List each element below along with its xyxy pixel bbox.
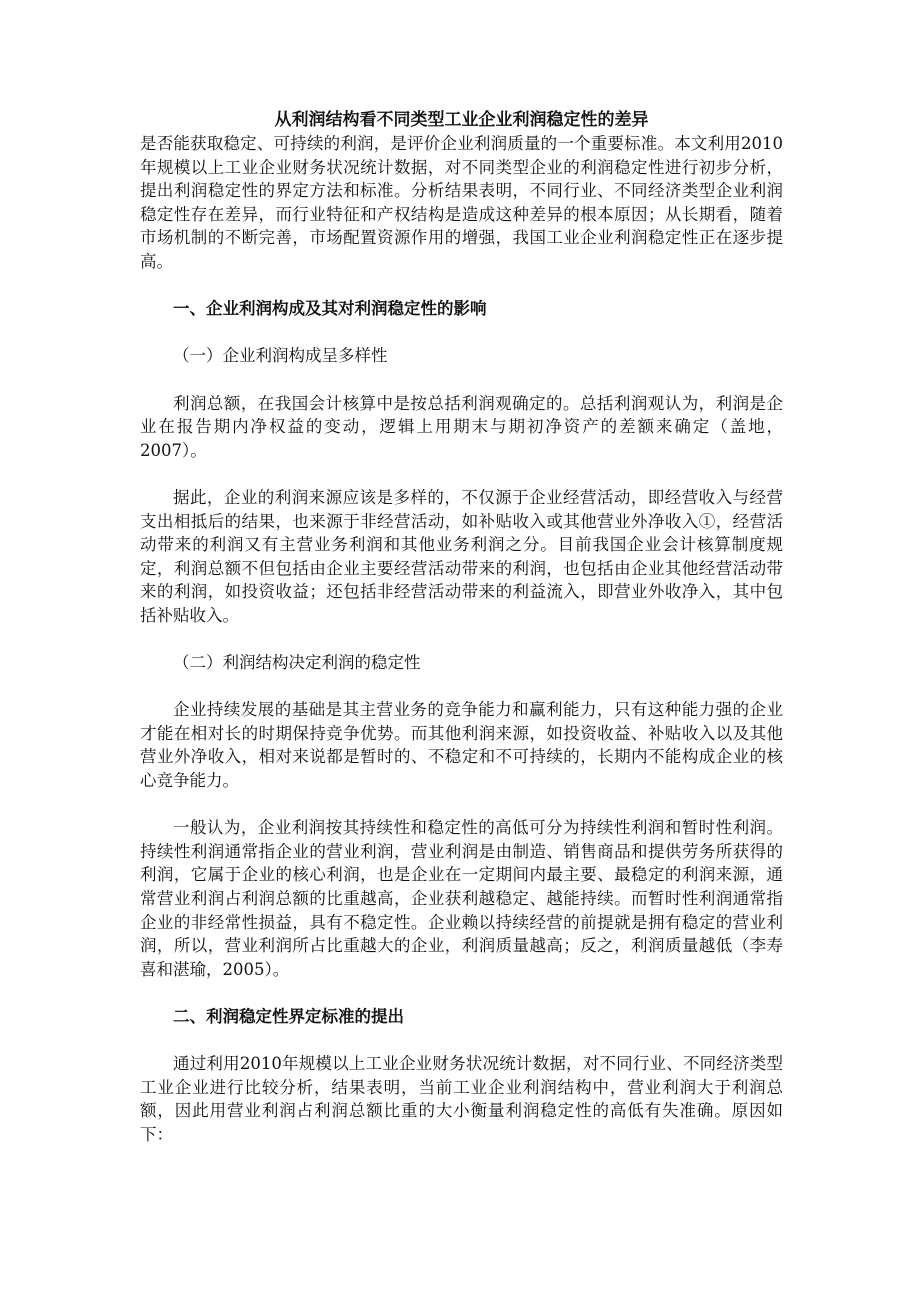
section-1-2-paragraph-2: 一般认为，企业利润按其持续性和稳定性的高低可分为持续性利润和暂时性利润。持续性利润通常指企业的营业利润，营业利润是由制造、销售商品和提供劳务所获得的利润，它属于企业的核心利润，也是企业在一定期间内最主要、最稳定的利润来源，通常营业利润占利润总额的比重越高，企业获利越稳定、越能持续。而暂时性利润通常指企业的非经常性损益，具有不稳定性。企业赖以持续经营的前提就是拥有稳定的营业利润，所以，营业利润所占比重越大的企业，利润质量越高；反之，利润质量越低（李寿喜和湛瑜，2005）。: [140, 818, 783, 979]
section-1-heading: 一、企业利润构成及其对利润稳定性的影响: [173, 299, 487, 319]
section-2-heading: 二、利润稳定性界定标准的提出: [173, 1006, 404, 1026]
section-2-paragraph-1: 通过利用2010年规模以上工业企业财务状况统计数据，对不同行业、不同经济类型工业企业进行比较分析，结果表明，当前工业企业利润结构中，营业利润大于利润总额，因此用营业利润占利润总额比重的大小衡量利润稳定性的高低有失准确。原因如下：: [140, 1054, 783, 1144]
section-1-1-heading: （一）企业利润构成呈多样性: [173, 346, 388, 366]
section-1-2-heading: （二）利润结构决定利润的稳定性: [173, 653, 421, 673]
document-title: 从利润结构看不同类型工业企业利润稳定性的差异: [274, 110, 649, 130]
section-1-2-paragraph-1: 企业持续发展的基础是其主营业务的竞争能力和赢利能力，只有这种能力强的企业才能在相对长的时期保持竞争优势。而其他利润来源，如投资收益、补贴收入以及其他营业外净收入，相对来说都是暂时的、不稳定和不可持续的，长期内不能构成企业的核心竞争能力。: [140, 700, 783, 791]
intro-paragraph: 是否能获取稳定、可持续的利润，是评价企业利润质量的一个重要标准。本文利用2010年规模以上工业企业财务状况统计数据，对不同类型企业的利润稳定性进行初步分析，提出利润稳定性的界定方法和标准。分析结果表明，不同行业、不同经济类型企业利润稳定性存在差异，而行业特征和产权结构是造成这种差异的根本原因；从长期看，随着市场机制的不断完善，市场配置资源作用的增强，我国工业企业利润稳定性正在逐步提高。: [140, 134, 783, 271]
section-1-1-paragraph-2: 据此，企业的利润来源应该是多样的，不仅源于企业经营活动，即经营收入与经营支出相抵后的结果，也来源于非经营活动，如补贴收入或其他营业外净收入①，经营活动带来的利润又有主营业务利润和其他业务利润之分。目前我国企业会计核算制度规定，利润总额不但包括由企业主要经营活动带来的利润，也包括由企业其他经营活动带来的利润，如投资收益；还包括非经营活动带来的利益流入，即营业外收净入，其中包括补贴收入。: [140, 487, 783, 625]
section-1-1-paragraph-1: 利润总额，在我国会计核算中是按总括利润观确定的。总括利润观认为，利润是企业在报告期内净权益的变动，逻辑上用期末与期初净资产的差额来确定（盖地，2007）。: [140, 393, 783, 460]
document-page: [140, 108, 783, 1147]
